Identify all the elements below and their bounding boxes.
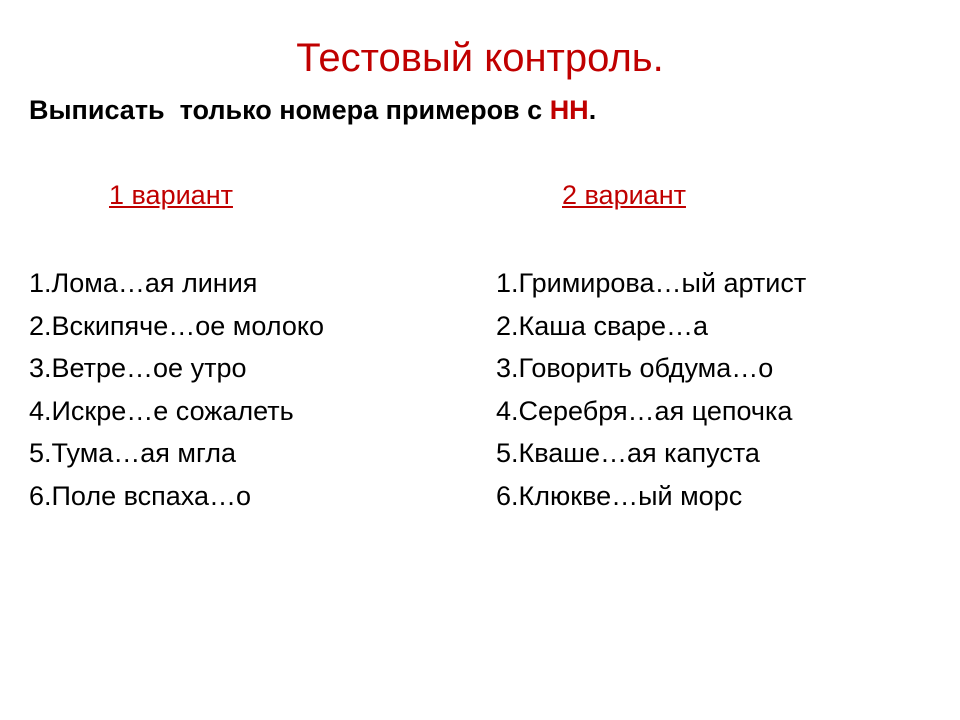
list-item: 5.Кваше…ая капуста: [496, 438, 760, 468]
list-item: 3.Говорить обдума…о: [496, 353, 774, 383]
list-item: 5.Тума…ая мгла: [29, 438, 236, 468]
variant-1-list: [29, 262, 324, 517]
instruction-prefix: Выписать только номера примеров с: [29, 95, 550, 125]
instruction-suffix: .: [588, 95, 597, 125]
list-item: 4.Серебря…ая цепочка: [496, 395, 793, 426]
variant-1-heading: 1 вариант: [109, 180, 233, 210]
list-item: 3.Ветре…ое утро: [29, 353, 247, 383]
variant-2-list: [496, 262, 806, 517]
instruction-text: [29, 93, 596, 127]
list-item: 2.Каша сваре…а: [496, 310, 709, 341]
page-title: Тестовый контроль.: [296, 36, 664, 80]
list-item: 1.Лома…ая линия: [29, 268, 258, 298]
list-item: 6.Клюкве…ый морс: [496, 480, 743, 511]
list-item: 4.Искре…е сожалеть: [29, 395, 294, 426]
instruction-highlight: НН: [549, 95, 589, 125]
list-item: 2.Вскипяче…ое молоко: [29, 310, 324, 341]
variant-2-heading: 2 вариант: [562, 180, 686, 210]
list-item: 1.Гримирова…ый артист: [496, 268, 807, 298]
list-item: 6.Поле вспаха…о: [29, 480, 252, 511]
